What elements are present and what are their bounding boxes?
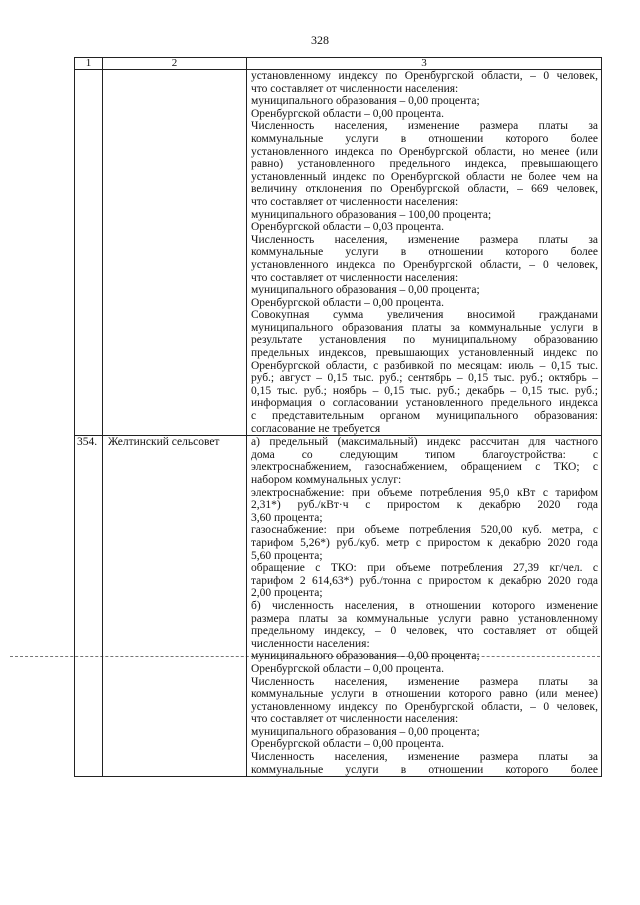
settlement-name xyxy=(103,70,247,436)
content-line: что составляет от численности населения: xyxy=(251,195,459,208)
content-line: численности населения: xyxy=(251,637,370,650)
content-line: муниципального образования – 0,00 процента; xyxy=(251,95,480,108)
content-line: 3,60 процента; xyxy=(251,511,323,524)
content-line: установленный индекс по Оренбургской области не более чем на xyxy=(251,170,598,183)
content-line: а) предельный (максимальный) индекс рассчитан для частного xyxy=(251,436,598,449)
column-header-content: 3 xyxy=(247,58,602,70)
table-header-row xyxy=(75,58,602,70)
content-line: размера платы за коммунальные услуги равно установленному xyxy=(251,612,598,625)
settlement-name: Желтинский сельсовет xyxy=(103,436,247,777)
content-line: б) численность населения, в отношении которого изменение xyxy=(251,599,598,612)
content-line: тарифом 2 614,63*) руб./тонна с приростом к декабрю 2020 года xyxy=(251,574,598,587)
content-line: коммунальные услуги в отношении которого более xyxy=(251,246,598,259)
content-line: предельному индексу, – 0 человек, что составляет от общей xyxy=(251,625,598,638)
content-line: набором коммунальных услуг: xyxy=(251,474,402,486)
content-line: Оренбургской области – 0,03 процента. xyxy=(251,221,444,234)
column-header-number: 1 xyxy=(75,58,103,70)
content-line: коммунальные услуги в отношении которого равно (или менее) xyxy=(251,688,598,701)
content-line: Оренбургской области – 0,00 процента. xyxy=(251,107,444,120)
content-line: 2,00 процента; xyxy=(251,587,323,600)
table-body xyxy=(75,70,602,777)
content-line: коммунальные услуги в отношении которого более xyxy=(251,763,598,776)
content-line: установленному индексу по Оренбургской области, – 0 человек, xyxy=(251,700,598,713)
content-line: установленного индекса по Оренбургской области, но менее (или xyxy=(251,145,598,158)
document-table xyxy=(74,57,602,777)
content-line: муниципального образования – 0,00 процента; xyxy=(251,725,480,738)
content-line: муниципального образования – 100,00 процента; xyxy=(251,208,492,221)
content-line: что составляет от численности населения: xyxy=(251,271,459,284)
content-line: муниципального образования – 0,00 процента; xyxy=(251,650,480,663)
row-number xyxy=(75,70,103,436)
content-line: предельных индексов, превышающих установленный индекс по xyxy=(251,347,598,360)
content-line: муниципального образования – 0,00 процента; xyxy=(251,284,480,297)
content-line: газоснабжение: при объеме потребления 520,00 куб. метра, с xyxy=(251,524,598,537)
content-line: величину отклонения по Оренбургской области, – 669 человек, xyxy=(251,183,598,196)
content-line: муниципального образования платы за коммунальные услуги в xyxy=(251,321,598,334)
content-line: обращение с ТКО: при объеме потребления 27,39 кг/чел. с xyxy=(251,562,598,575)
content-line: равно) установленного предельного индекса, превышающего xyxy=(251,158,598,171)
content-line: Численность населения, изменение размера платы за xyxy=(251,751,598,764)
content-line: электроснабжением, газоснабжением, обращением с ТКО; с xyxy=(251,461,598,474)
column-header-name: 2 xyxy=(103,58,247,70)
page-number: 328 xyxy=(311,33,329,47)
content-line: Численность населения, изменение размера платы за xyxy=(251,675,598,688)
row-content xyxy=(247,436,602,777)
content-line: 5,60 процента; xyxy=(251,549,323,562)
content-line: Оренбургской области – 0,00 процента. xyxy=(251,296,444,309)
content-line: установленного индекса по Оренбургской области, – 0 человек, xyxy=(251,258,598,271)
content-line: руб.; август – 0,15 тыс. руб.; сентябрь – 0,15 тыс. руб.; октябрь – xyxy=(251,372,598,385)
content-line: Оренбургской области – 0,00 процента. xyxy=(251,738,444,751)
content-line: согласование не требуется xyxy=(251,422,381,435)
content-line: электроснабжение: при объеме потребления 95,0 кВт с тарифом xyxy=(251,486,598,499)
content-line: результате установления по муниципальному образованию xyxy=(251,334,598,347)
row-content xyxy=(247,70,602,436)
content-line: информация о согласовании установленного предельного индекса xyxy=(251,397,598,410)
row-number: 354. xyxy=(75,436,103,777)
content-line: с представительным органом муниципального образования: xyxy=(251,410,598,423)
content-line: Оренбургской области – 0,00 процента. xyxy=(251,662,444,675)
content-line: дома со следующим типом благоустройства: с xyxy=(251,448,598,461)
content-line: коммунальные услуги в отношении которого более xyxy=(251,132,598,145)
content-line: Численность населения, изменение размера платы за xyxy=(251,233,598,246)
content-line: Совокупная сумма увеличения вносимой гражданами xyxy=(251,309,598,322)
content-line: установленному индексу по Оренбургской области, – 0 человек, xyxy=(251,70,598,82)
table-row xyxy=(75,436,602,777)
content-line: Численность населения, изменение размера платы за xyxy=(251,120,598,133)
content-line: тарифом 5,26*) руб./куб. метр с приростом к декабрю 2020 года xyxy=(251,536,598,549)
content-line: что составляет от численности населения: xyxy=(251,713,459,726)
content-line: что составляет от численности населения: xyxy=(251,82,459,95)
table-row xyxy=(75,70,602,436)
content-line: 0,15 тыс. руб.; ноябрь – 0,15 тыс. руб.; декабрь – 0,15 тыс. руб.; xyxy=(251,384,598,397)
content-line: Оренбургской области, с разбивкой по месяцам: июль – 0,15 тыс. xyxy=(251,359,598,372)
content-line: 2,31*) руб./кВт·ч с приростом к декабрю 2020 года xyxy=(251,499,598,512)
